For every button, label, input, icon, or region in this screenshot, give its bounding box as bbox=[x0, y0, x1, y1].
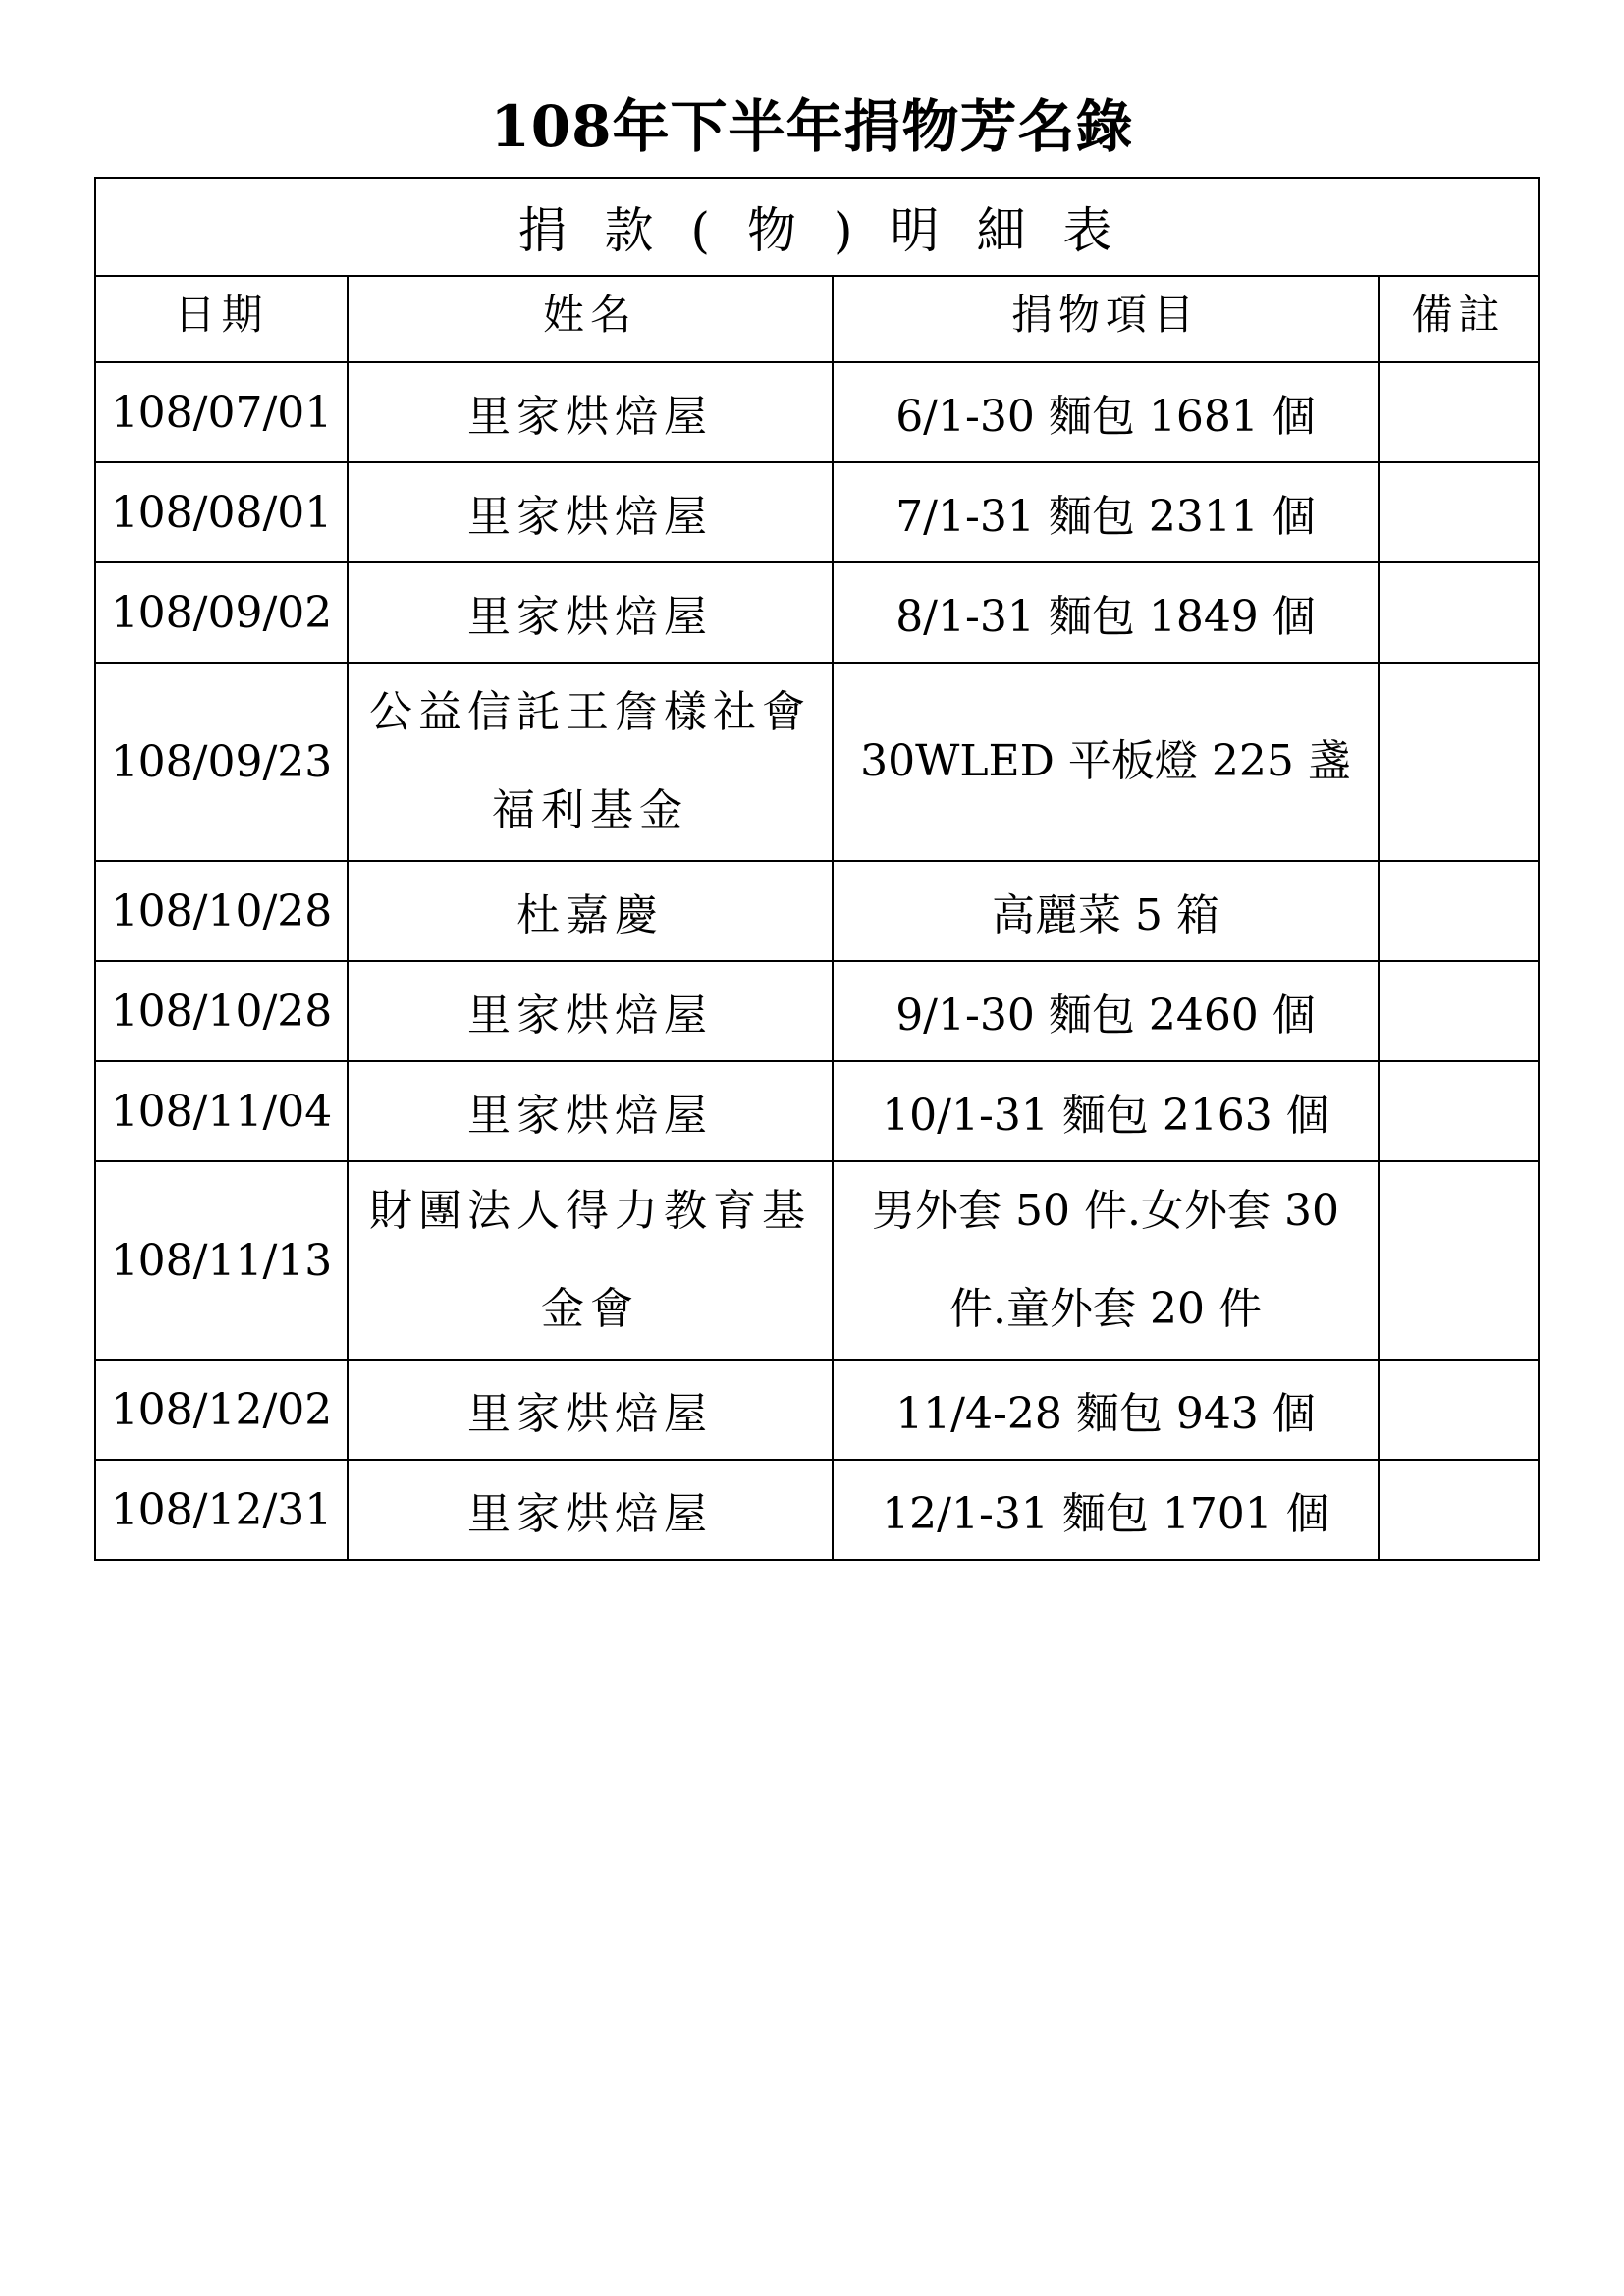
note-cell bbox=[1379, 961, 1539, 1061]
table-row bbox=[95, 1360, 1539, 1460]
item-cell: 8/1-31 麵包 1849 個 bbox=[833, 562, 1379, 663]
name-cell: 里家烘焙屋 bbox=[348, 562, 833, 663]
item-cell: 10/1-31 麵包 2163 個 bbox=[833, 1061, 1379, 1161]
table-row bbox=[95, 861, 1539, 961]
table-row bbox=[95, 1161, 1539, 1360]
item-cell: 12/1-31 麵包 1701 個 bbox=[833, 1460, 1379, 1560]
note-cell bbox=[1379, 562, 1539, 663]
donation-table bbox=[94, 177, 1540, 1561]
note-cell bbox=[1379, 462, 1539, 562]
item-cell: 6/1-30 麵包 1681 個 bbox=[833, 362, 1379, 462]
date-cell: 108/11/04 bbox=[95, 1061, 348, 1161]
note-cell bbox=[1379, 362, 1539, 462]
table-row bbox=[95, 562, 1539, 663]
name-cell: 財團法人得力教育基金會 bbox=[348, 1161, 833, 1360]
date-cell: 108/08/01 bbox=[95, 462, 348, 562]
column-header-item: 捐物項目 bbox=[833, 276, 1379, 362]
table-header-row bbox=[95, 276, 1539, 362]
item-cell: 男外套 50 件.女外套 30 件.童外套 20 件 bbox=[833, 1161, 1379, 1360]
column-header-note: 備註 bbox=[1379, 276, 1539, 362]
table-row bbox=[95, 1460, 1539, 1560]
name-cell: 里家烘焙屋 bbox=[348, 1360, 833, 1460]
date-cell: 108/12/31 bbox=[95, 1460, 348, 1560]
column-header-date: 日期 bbox=[95, 276, 348, 362]
name-cell: 里家烘焙屋 bbox=[348, 1061, 833, 1161]
date-cell: 108/10/28 bbox=[95, 861, 348, 961]
note-cell bbox=[1379, 1360, 1539, 1460]
item-cell: 7/1-31 麵包 2311 個 bbox=[833, 462, 1379, 562]
note-cell bbox=[1379, 1460, 1539, 1560]
name-cell: 里家烘焙屋 bbox=[348, 362, 833, 462]
table-row bbox=[95, 663, 1539, 861]
table-banner: 捐款(物)明細表 bbox=[95, 178, 1539, 276]
name-cell: 里家烘焙屋 bbox=[348, 961, 833, 1061]
note-cell bbox=[1379, 1161, 1539, 1360]
date-cell: 108/12/02 bbox=[95, 1360, 348, 1460]
item-cell: 11/4-28 麵包 943 個 bbox=[833, 1360, 1379, 1460]
table-row bbox=[95, 462, 1539, 562]
name-cell: 里家烘焙屋 bbox=[348, 1460, 833, 1560]
date-cell: 108/11/13 bbox=[95, 1161, 348, 1360]
date-cell: 108/07/01 bbox=[95, 362, 348, 462]
item-cell: 9/1-30 麵包 2460 個 bbox=[833, 961, 1379, 1061]
date-cell: 108/10/28 bbox=[95, 961, 348, 1061]
note-cell bbox=[1379, 1061, 1539, 1161]
table-row bbox=[95, 362, 1539, 462]
column-header-name: 姓名 bbox=[348, 276, 833, 362]
table-row bbox=[95, 1061, 1539, 1161]
name-cell: 里家烘焙屋 bbox=[348, 462, 833, 562]
table-banner-row bbox=[95, 178, 1539, 276]
date-cell: 108/09/23 bbox=[95, 663, 348, 861]
note-cell bbox=[1379, 663, 1539, 861]
date-cell: 108/09/02 bbox=[95, 562, 348, 663]
name-cell: 公益信託王詹樣社會福利基金 bbox=[348, 663, 833, 861]
name-cell: 杜嘉慶 bbox=[348, 861, 833, 961]
note-cell bbox=[1379, 861, 1539, 961]
document-title: 108年下半年捐物芳名錄 bbox=[490, 93, 1134, 160]
item-cell: 高麗菜 5 箱 bbox=[833, 861, 1379, 961]
table-row bbox=[95, 961, 1539, 1061]
item-cell: 30WLED 平板燈 225 盞 bbox=[833, 663, 1379, 861]
